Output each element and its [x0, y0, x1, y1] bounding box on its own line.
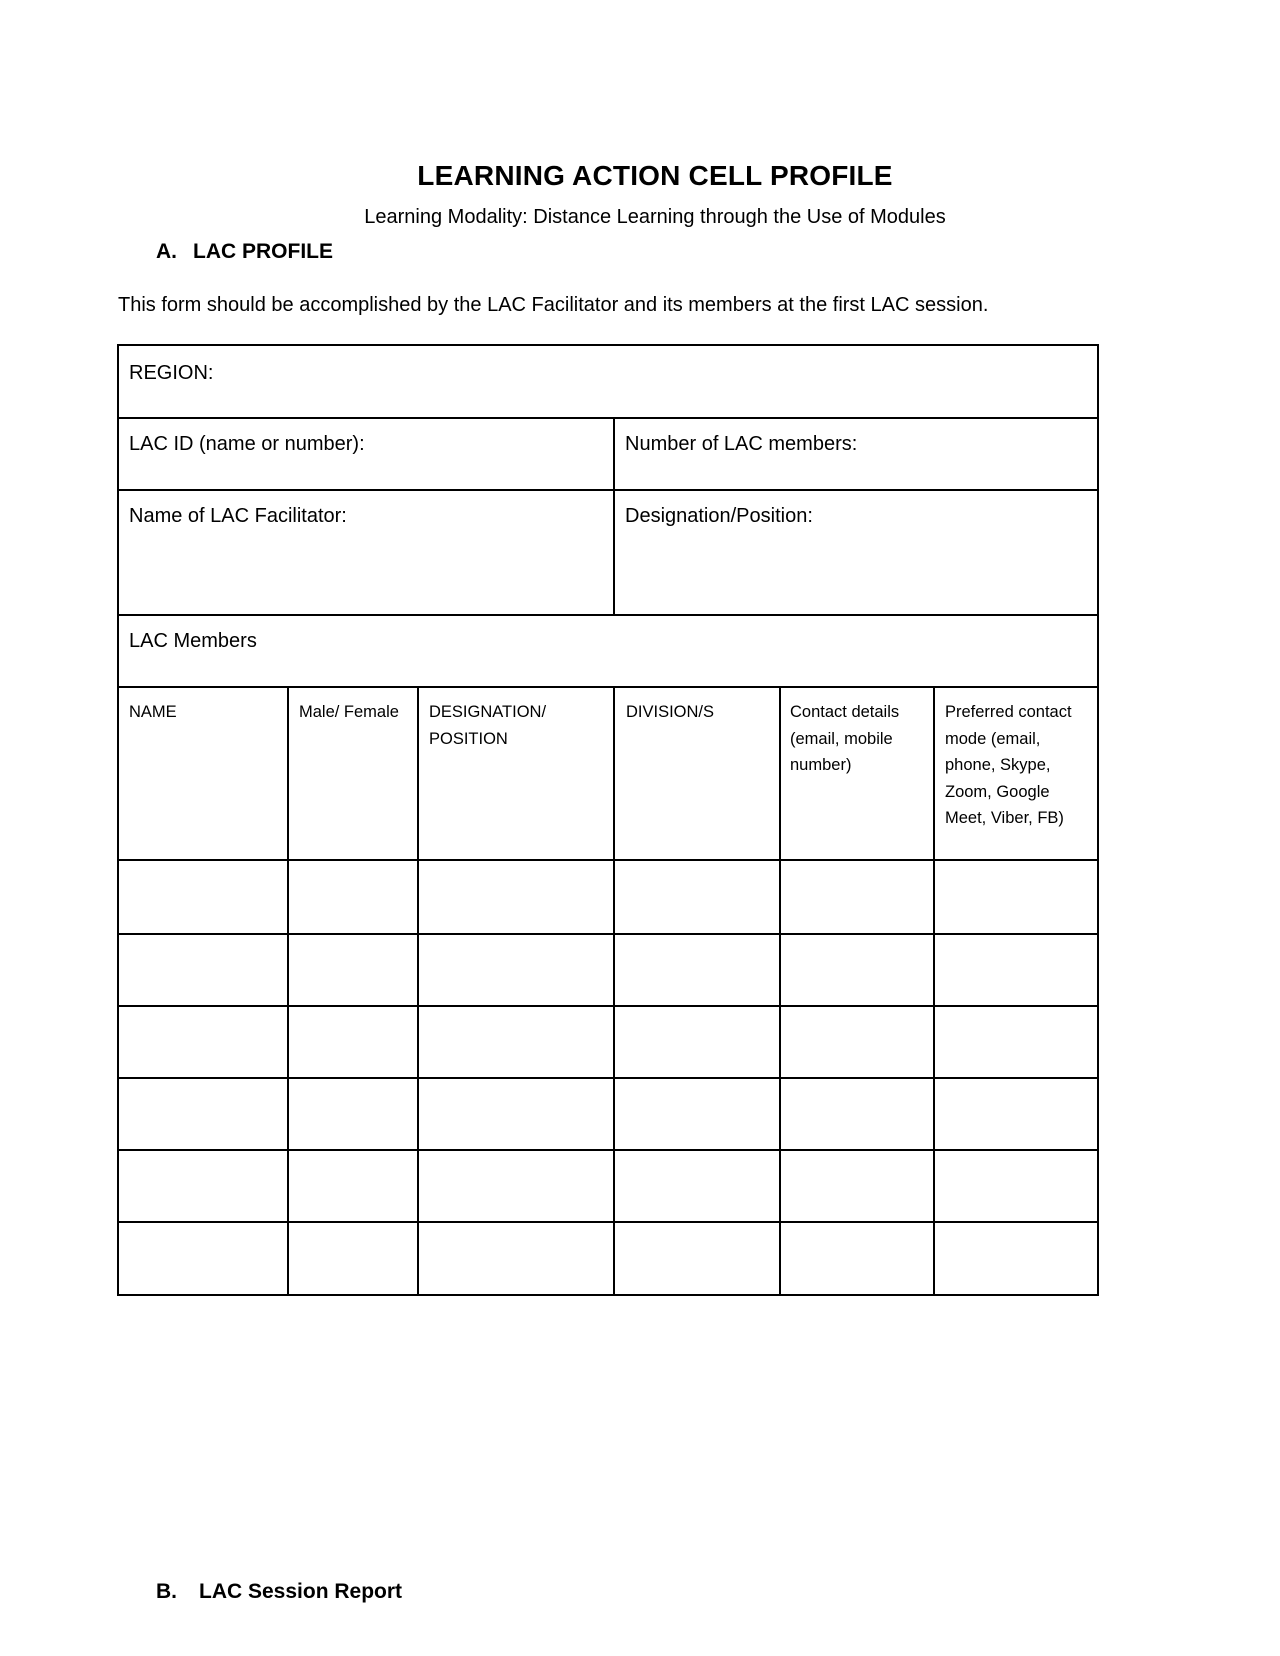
- designation-field[interactable]: Designation/Position:: [625, 505, 813, 527]
- section-b-title: LAC Session Report: [199, 1580, 403, 1603]
- section-a-letter: A.: [156, 240, 177, 263]
- section-a-title: LAC PROFILE: [193, 240, 333, 263]
- col-header-preferred-contact: Preferred contact mode (email, phone, Skype, Zoom, Google Meet, Viber, FB): [945, 703, 1072, 827]
- page-title: LEARNING ACTION CELL PROFILE: [417, 160, 893, 191]
- intro-text: This form should be accomplished by the LAC Facilitator and its members at the first LAC session.: [118, 294, 989, 316]
- col-header-sex: Male/ Female: [299, 703, 399, 721]
- lac-members-label: LAC Members: [129, 630, 257, 652]
- member-row[interactable]: [119, 861, 1097, 933]
- lac-id-field[interactable]: LAC ID (name or number):: [129, 433, 365, 455]
- section-b-letter: B.: [156, 1580, 177, 1603]
- col-header-designation: DESIGNATION/ POSITION: [429, 703, 547, 748]
- section-a-heading: [156, 240, 333, 264]
- col-header-division: DIVISION/S: [626, 703, 715, 721]
- region-field[interactable]: REGION:: [129, 362, 214, 384]
- page-subtitle: Learning Modality: Distance Learning through the Use of Modules: [364, 206, 946, 228]
- member-row[interactable]: [119, 1079, 1097, 1149]
- member-row[interactable]: [119, 1223, 1097, 1294]
- col-header-contact-details: Contact details (email, mobile number): [790, 703, 900, 774]
- section-b-heading: [156, 1580, 402, 1604]
- member-row[interactable]: [119, 1151, 1097, 1221]
- lac-profile-form: [117, 344, 1097, 1296]
- facilitator-name-field[interactable]: Name of LAC Facilitator:: [129, 505, 347, 527]
- col-header-name: NAME: [129, 703, 177, 721]
- member-row[interactable]: [119, 1007, 1097, 1077]
- member-row[interactable]: [119, 935, 1097, 1005]
- num-members-field[interactable]: Number of LAC members:: [625, 433, 858, 455]
